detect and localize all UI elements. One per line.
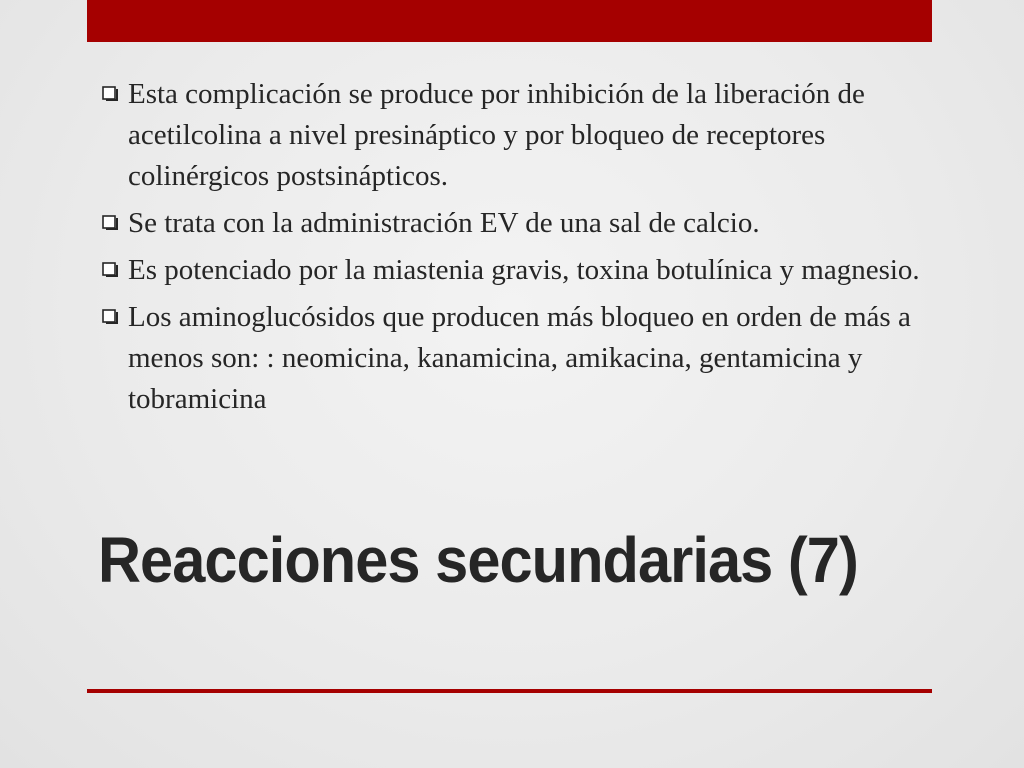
- top-accent-bar: [87, 0, 932, 42]
- checkbox-bullet-icon: [102, 309, 118, 325]
- checkbox-bullet-icon: [102, 215, 118, 231]
- bullet-item: [102, 297, 937, 420]
- bullet-text: Se trata con la administración EV de una sal de calcio.: [128, 207, 760, 239]
- checkbox-bullet-icon: [102, 262, 118, 278]
- bullet-text: Es potenciado por la miastenia gravis, toxina botulínica y magnesio.: [128, 254, 920, 286]
- bullet-item: [102, 203, 937, 244]
- bullet-text: Los aminoglucósidos que producen más bloqueo en orden de más a menos son: : neomicina, kanamicina, amikacina, gentamicina y tobramicina: [128, 301, 911, 415]
- slide-title: Reacciones secundarias (7): [98, 524, 858, 596]
- bullet-item: [102, 250, 937, 291]
- checkbox-bullet-icon: [102, 86, 118, 102]
- title-underline-rule: [87, 689, 932, 693]
- bullet-list: [102, 74, 937, 426]
- bullet-item: [102, 74, 937, 197]
- bullet-text: Esta complicación se produce por inhibición de la liberación de acetilcolina a nivel presináptico y por bloqueo de receptores colinérgicos postsinápticos.: [128, 78, 865, 192]
